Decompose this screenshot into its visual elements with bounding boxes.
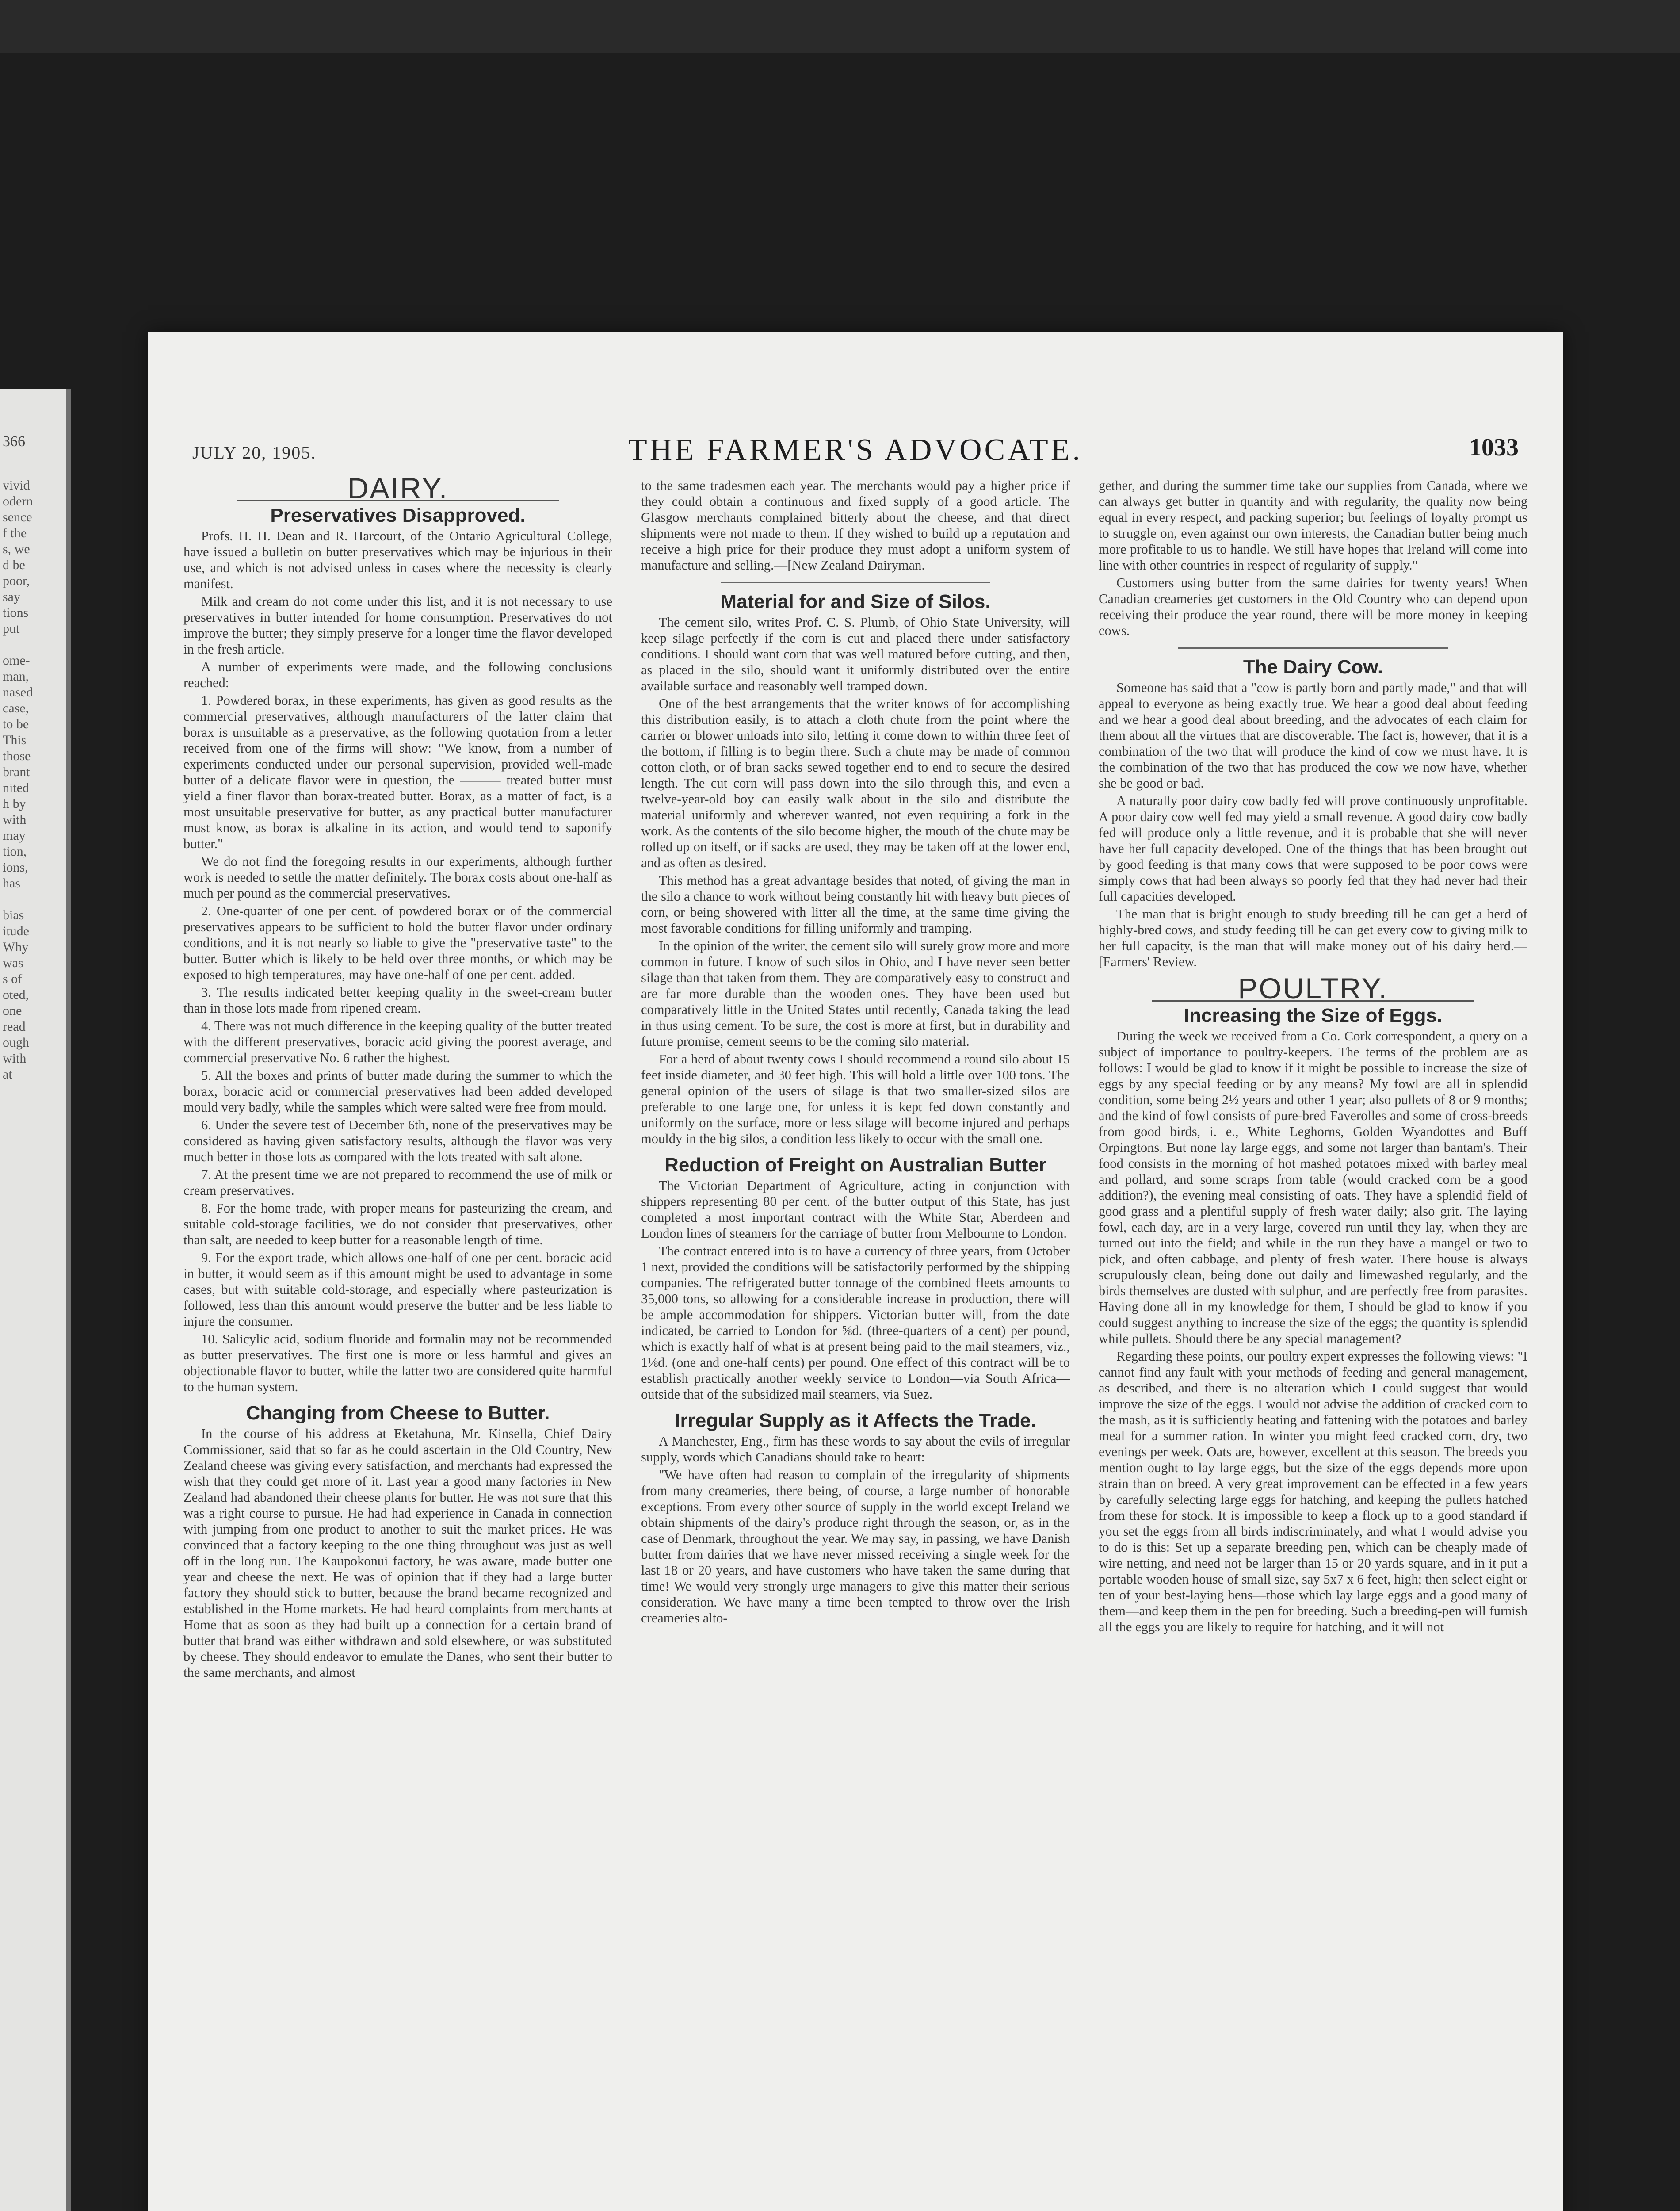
page-header: [175, 429, 1536, 469]
paragraph: Someone has said that a "cow is partly born and partly made," and that will appeal to everyone as being exactly true. We hear a good deal about feeding and we hear a good deal about breeding, and the advocates of each claim for them about all the virtues that are discoverable. The fact is, however, that it is a combination of the two that will produce the kind of cow we must have. It is the combination of the two that has produced the cow we now have, whether she be good or bad.: [1099, 680, 1527, 791]
paragraph: 1. Powdered borax, in these experiments, has given as good results as the commercial preservatives, although manufacturers of the latter claim that borax is unsuitable as a preservative, as the following quotation from a letter received from one of the firms will show: "We know, from a number of experiments conducted under our personal supervision, provided well-made butter of a delicate flavor were in question, the ——— treated butter must yield a finer flavor than borax-treated butter. Borax, as a matter of fact, is a most unsuitable preservative for butter, as any practical butter manufacturer must know, as borax is alkaline in its action, and would tend to saponify butter.": [183, 693, 612, 851]
paragraph: to the same tradesmen each year. The merchants would pay a higher price if they could obtain a continuous and fixed supply of a good article. The Glasgow merchants complained bitterly about the cheese, and that direct shipments were not made to them. If they wished to build up a reputation and receive a high price for their produce they must adopt a uniform system of manufacture and selling.—[New Zealand Dairyman.: [641, 478, 1070, 573]
previous-page-edge: [0, 389, 71, 2211]
page-number: 1033: [1469, 434, 1519, 461]
section-heading-dairy: DAIRY.: [347, 478, 449, 505]
previous-page-text-fragment: vivid odern sence f the s, we d be poor, say tions put ome- man, nased case, to be This those brant nited h by with may tion, ions, has bias itude Why was s of oted, one read ough with at: [3, 478, 33, 1082]
paragraph: This method has a great advantage besides that noted, of giving the man in the silo a chance to work without being constantly hit with heavy butt pieces of corn, or being showered with litter all the time, at the same time giving the most favorable conditions for filling uniformly and tramping.: [641, 873, 1070, 936]
paragraph: We do not find the foregoing results in our experiments, although further work is needed to settle the matter definitely. The borax costs about one-half as much per pound as the commercial preservatives.: [183, 854, 612, 901]
article-title: The Dairy Cow.: [1243, 656, 1383, 678]
paragraph: 2. One-quarter of one per cent. of powdered borax or of the commercial preservatives appears to be sufficient to hold the butter flavor under ordinary conditions, and it is not nearly so liable to give the "preservative taste" to the butter. Butter which is likely to be held over three months, or which may be exposed to high temperatures, may have one-half of one per cent. added.: [183, 903, 612, 982]
paragraph: The man that is bright enough to study breeding till he can get a herd of highly-bred cows, and study feeding till he can get every cow to giving milk to her full capacity, is the man that will make money out of his dairy herd.—[Farmers' Review.: [1099, 907, 1527, 969]
article-title: Changing from Cheese to Butter.: [246, 1402, 550, 1424]
paragraph: A Manchester, Eng., firm has these words to say about the evils of irregular supply, words which Canadians should take to heart:: [641, 1434, 1070, 1465]
issue-date: JULY 20, 1905.: [192, 443, 317, 463]
paragraph: The Victorian Department of Agriculture, acting in conjunction with shippers representing 80 per cent. of the butter output of this State, has just completed a most important contract with the White Star, Aberdeen and London lines of steamers for the carriage of butter from Melbourne to London.: [641, 1178, 1070, 1241]
paragraph: For a herd of about twenty cows I should recommend a round silo about 15 feet inside diameter, and 30 feet high. This will hold a little over 100 tons. The general opinion of the users of silage is that two smaller-sized silos are preferable to one large one, for unless it is kept fed down constantly and uniformly on the surface, more or less silage will become injured and perhaps mouldy in the big silos, a condition less likely to occur with the small one.: [641, 1052, 1070, 1146]
paragraph: gether, and during the summer time take our supplies from Canada, where we can always get butter in quantity and with regularity, the quality now being equal in every respect, and packing superior; but feelings of loyalty prompt us to struggle on, even against our own interests, the Canadian butter being much more profitable to us to handle. We still have hopes that Ireland will come into line with other countries in respect of regularity of supply.": [1099, 478, 1527, 573]
article-title: Material for and Size of Silos.: [720, 591, 991, 612]
paragraph: 5. All the boxes and prints of butter made during the summer to which the borax, boracic acid or commercial preservatives had been added developed mould very badly, while the samples which were salted were free from mould.: [183, 1068, 612, 1115]
paragraph: Regarding these points, our poultry expert expresses the following views: "I cannot find any fault with your methods of feeding and general management, as described, and there is no alteration which I could suggest that would improve the size of the eggs. I would not advise the addition of cracked corn to the mash, as it is sufficiently heating and fattening with the potatoes and barley meal for a summer ration. In winter you might feed cracked corn, dry, two evenings per week. Oats are, however, excellent at this season. The breeds you mention ought to lay large eggs, but the size of the eggs depends more upon strain than on breed. A very great improvement can be effected in a few years by carefully selecting large eggs for hatching, and keeping the pullets hatched from these for stock. It is impossible to keep a flock up to a good standard if you set the eggs from all birds indiscriminately, and what I would advise you to do is this: Set up a separate breeding pen, which can be cheaply made of wire netting, and need not be larger than 15 or 20 yards square, and in it put a portable wooden house of small size, say 5x7 x 6 feet, high; then select eight or ten of your best-laying hens—those which lay large eggs and a good many of them—and keep them in the pen for breeding. Such a breeding-pen will furnish all the eggs you are likely to require for hatching, and it will not: [1099, 1349, 1527, 1634]
article-divider: [721, 582, 990, 583]
paragraph: 9. For the export trade, which allows one-half of one per cent. boracic acid in butter, it would seem as if this amount might be used to advantage in some cases, but with suitable cold-storage, and especially where pasteurization is followed, less than this amount would preserve the butter and be less liable to injure the consumer.: [183, 1250, 612, 1329]
paragraph: A naturally poor dairy cow badly fed will prove continuously unprofitable. A poor dairy cow well fed may yield a small revenue. A good dairy cow badly fed will produce only a little revenue, and it is probable that she will never have her full capacity developed. One of the things that has been brought out by good feeding is that many cows that were supposed to be poor cows were simply cows that had been always so poorly fed that they had never had their full capacities developed.: [1099, 793, 1527, 904]
article-title: Increasing the Size of Eggs.: [1184, 1005, 1443, 1026]
paragraph: 7. At the present time we are not prepared to recommend the use of milk or cream preservatives.: [183, 1167, 612, 1198]
column-2: [641, 478, 1070, 2211]
paragraph: In the opinion of the writer, the cement silo will surely grow more and more common in future. I know of such silos in Ohio, and I have never seen better silage than that taken from them. They are comparatively easy to construct and are far more durable than the wooden ones. They have been used but comparatively little in the United States until recently, Canada taking the lead in thus using cement. To be sure, the cost is more at first, but in durability and future promise, cement seems to be the coming silo material.: [641, 938, 1070, 1049]
paragraph: Customers using butter from the same dairies for twenty years! When Canadian creameries get customers in the Old Country who can depend upon receiving their produce the year round, there will be more money in keeping cows.: [1099, 575, 1527, 638]
article-title: Reduction of Freight on Australian Butter: [664, 1154, 1046, 1176]
paragraph: The contract entered into is to have a currency of three years, from October 1 next, provided the conditions will be satisfactorily performed by the shipping companies. The refrigerated butter tonnage of the combined fleets amounts to 35,000 tons, so allowing for a considerable increase in production, there will be ample accommodation for shippers. Victorian butter will, from the date indicated, be carried to London for ⅝d. (three-quarters of a cent) per pound, which is exactly half of what is at present being paid to the mail steamers, viz., 1⅛d. (one and one-half cents) per pound. One effect of this contract will be to establish practically another weekly service to London—via South Africa—outside that of the subsidized mail steamers, via Suez.: [641, 1243, 1070, 1402]
column-3: [1099, 478, 1527, 2211]
paragraph: 3. The results indicated better keeping quality in the sweet-cream butter than in those lots made from ripened cream.: [183, 985, 612, 1016]
paragraph: 8. For the home trade, with proper means for pasteurizing the cream, and suitable cold-storage facilities, we do not consider that preservatives, other than salt, are needed to keep butter for a reasonable length of time.: [183, 1201, 612, 1247]
paragraph: Profs. H. H. Dean and R. Harcourt, of the Ontario Agricultural College, have issued a bulletin on butter preservatives which may be injurious in their use, and which is not advised unless in cases where the necessity is clearly manifest.: [183, 528, 612, 591]
paragraph: 10. Salicylic acid, sodium fluoride and formalin may not be recommended as butter preservatives. The first one is more or less harmful and gives an objectionable flavor to butter, while the latter two are considered quite harmful to the human system.: [183, 1331, 612, 1394]
paragraph: One of the best arrangements that the writer knows of for accomplishing this distribution easily, is to attach a cloth chute from the point where the carrier or blower unloads into silo, letting it come down to within three feet of the bottom, if filling is to begin there. Such a chute may be made of common cotton cloth, or of bran sacks sewed together end to end to secure the desired length. The cut corn will pass down into the silo through this, and even a twelve-year-old boy can easily walk about in the silo and distribute the material uniformly and wherever wanted, not even requiring a fork in the work. As the contents of the silo become higher, the mouth of the chute may be rolled up on itself, or if sacks are used, they may be taken off at the lower end, and as often as desired.: [641, 696, 1070, 870]
paragraph: 4. There was not much difference in the keeping quality of the butter treated with the different preservatives, boracic acid giving the poorest average, and commercial preservative No. 6 rather the highest.: [183, 1018, 612, 1065]
article-title: Irregular Supply as it Affects the Trade.: [675, 1410, 1036, 1431]
previous-page-number: 366: [3, 433, 25, 450]
paragraph: Milk and cream do not come under this list, and it is not necessary to use preservatives in butter intended for home consumption. Preservatives do not improve the butter; they simply preserve for a longer time the flavor developed in the fresh article.: [183, 594, 612, 657]
paragraph: A number of experiments were made, and the following conclusions reached:: [183, 659, 612, 690]
paragraph: "We have often had reason to complain of the irregularity of shipments from many creameries, there being, of course, a large number of honorable exceptions. From every other source of supply in the world except Ireland we obtain shipments of the dairy's produce right through the season, or, as in the case of Denmark, throughout the year. We may say, in passing, we have Danish butter from dairies that we have never missed receiving a single week for the last 18 or 20 years, and have customers who have taken the same during that time! We would very strongly urge managers to give this matter their serious consideration. We have many a time been tempted to throw over the Irish creameries alto-: [641, 1467, 1070, 1626]
masthead-title: THE FARMER'S ADVOCATE.: [628, 433, 1083, 467]
article-divider: [1178, 647, 1448, 649]
article-title: Preservatives Disapproved.: [270, 505, 526, 526]
paragraph: In the course of his address at Eketahuna, Mr. Kinsella, Chief Dairy Commissioner, said that so far as he could ascertain in the Old Country, New Zealand cheese was giving every satisfaction, and merchants had expressed the wish that they could get more of it. Last year a good many factories in New Zealand had abandoned their cheese plants for butter. He was not sure that this was a right course to pursue. He had had experience in Canada in connection with jumping from one product to another to suit the market prices. He was convinced that a factory keeping to the one thing throughout was just as well off in the long run. The Kaupokonui factory, he was aware, made butter one year and cheese the next. He was of opinion that if they had a large butter factory they should stick to butter, because the brand became recognized and established in the Home markets. He had heard complaints from merchants at Home that as soon as they had built up a connection for a certain brand of butter that brand was either withdrawn and sold elsewhere, or was substituted by cheese. They should endeavor to emulate the Danes, who sent their butter to the same merchants, and almost: [183, 1426, 612, 1680]
paragraph: During the week we received from a Co. Cork correspondent, a query on a subject of importance to poultry-keepers. The terms of the problem are as follows: I would be glad to know if it might be possible to increase the size of eggs by any special feeding or by any means? My fowl are all in splendid condition, some being 2½ years and other 1 year; also pullets of 8 or 9 months; and the kind of fowl consists of pure-bred Faverolles and some of cross-breeds from good birds, i. e., White Leghorns, Golden Wyandottes and Buff Orpingtons. But none lay large eggs, and some not larger than bantam's. Their food consists in the morning of hot mashed potatoes mixed with barley meal and pollard, and some scraps from table (would cracked corn be a good addition?), the evening meal consisting of oats. They have a splendid field of good grass and a plentiful supply of fresh water daily; also grit. The laying fowl, each day, are in a very large, covered run until they lay, when they are turned out into the field; and while in the run they have a mangel or two to pick, and often cabbage, and plenty of fresh water. There house is always scrupulously clean, being done out daily and limewashed regularly, and the birds themselves are dusted with sulphur, and are perfectly free from parasites. Having done all in my knowledge for them, I should be glad to know if you could suggest anything to increase the size of the eggs; the quantity is splendid while pullets. Should there be any special management?: [1099, 1029, 1527, 1346]
column-1: [183, 478, 612, 2211]
newspaper-page: [148, 332, 1563, 2211]
paragraph: 6. Under the severe test of December 6th, none of the preservatives may be considered as having given satisfactory results, although the flavor was very much better in those lots as compared with the lots treated with salt alone.: [183, 1117, 612, 1164]
paragraph: The cement silo, writes Prof. C. S. Plumb, of Ohio State University, will keep silage perfectly if the corn is cut and placed there under satisfactory conditions. I should want corn that was well matured before cutting, and then, as placed in the silo, should want it uniformly distributed over the entire available surface and reasonably well tramped down.: [641, 615, 1070, 693]
section-heading-poultry: POULTRY.: [1238, 972, 1388, 1005]
film-border-top: [0, 0, 1680, 53]
